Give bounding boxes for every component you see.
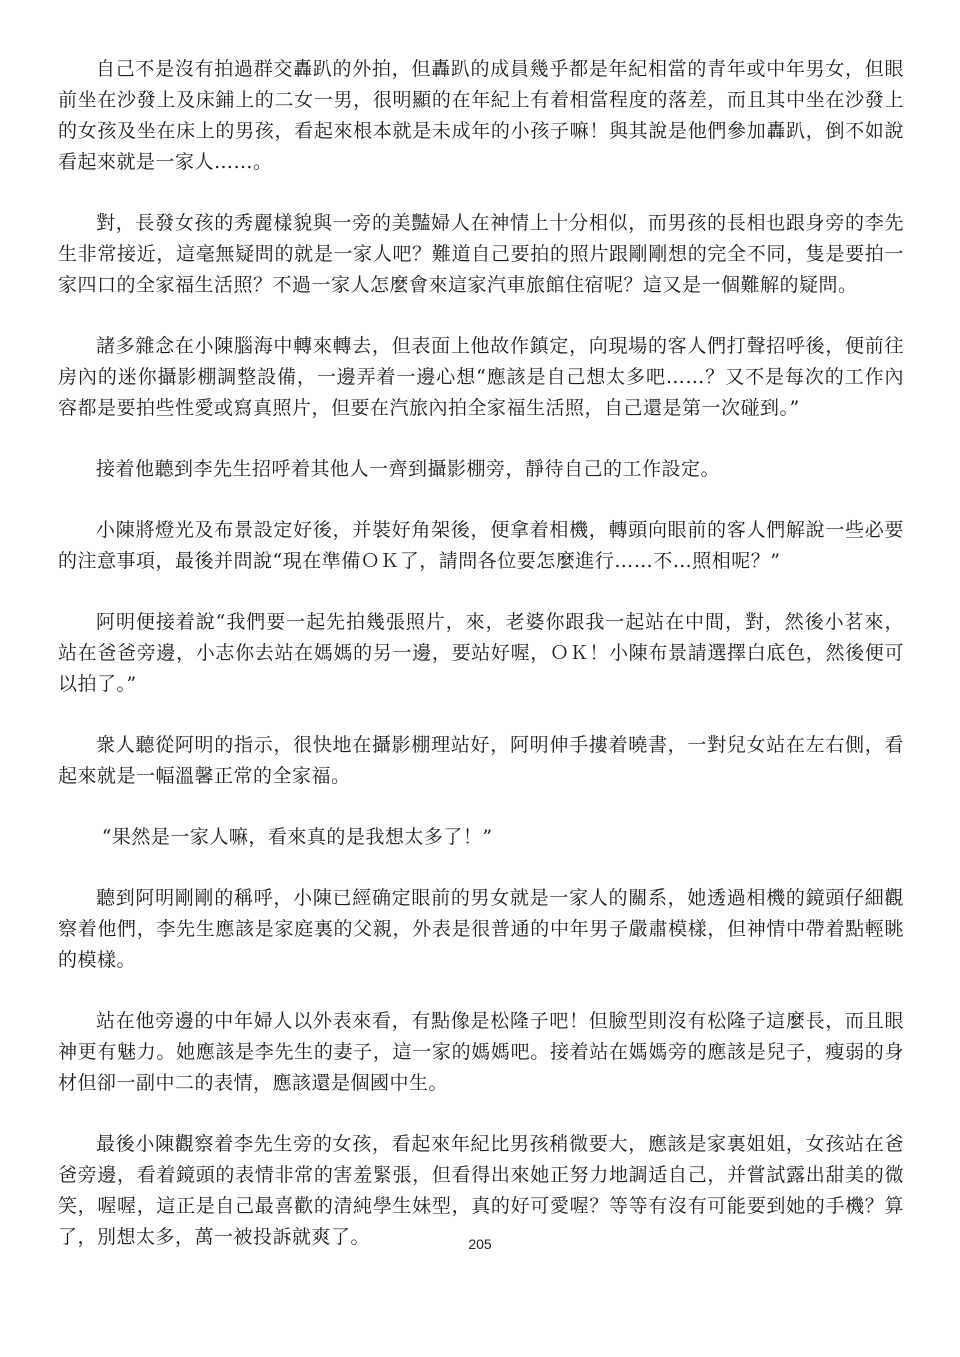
paragraph: 諸多雜念在小陳腦海中轉來轉去，但表面上他故作鎮定，向現場的客人們打聲招呼後，便前往房內的迷你攝影棚調整設備，一邊弄着一邊心想“應該是自己想太多吧……？又不是每次的工作內容都是要拍些性愛或寫真照片，但要在汽旅內拍全家福生活照，自己還是第一次碰到。” [58,335,904,419]
paragraph: 自己不是沒有拍過群交轟趴的外拍，但轟趴的成員幾乎都是年紀相當的青年或中年男女，但眼前坐在沙發上及床鋪上的二女一男，很明顯的在年紀上有着相當程度的落差，而且其中坐在沙發上的女孩及坐在床上的男孩，看起來根本就是未成年的小孩子嘛！與其說是他們參加轟趴，倒不如說看起來就是一家人……。 [58,58,904,173]
paragraph-quote: “果然是一家人嘛，看來真的是我想太多了！” [101,826,493,848]
paragraph: 接着他聽到李先生招呼着其他人一齊到攝影棚旁，靜待自己的工作設定。 [96,458,721,480]
paragraph: 對，長發女孩的秀麗樣貌與一旁的美豔婦人在神情上十分相似，而男孩的長相也跟身旁的李先生非常接近，這毫無疑問的就是一家人吧？難道自己要拍的照片跟剛剛想的完全不同，隻是要拍一家四口的全家福生活照？不過一家人怎麼會來這家汽車旅館住宿呢？這又是一個難解的疑問。 [58,212,904,296]
paragraph: 阿明便接着說“我們要一起先拍幾張照片，來，老婆你跟我一起站在中間，對，然後小茗來，站在爸爸旁邊，小志你去站在媽媽的另一邊，要站好喔，ＯＫ！小陳布景請選擇白底色，然後便可以拍了。” [58,611,904,695]
paragraph: 小陳將燈光及布景設定好後，并裝好角架後，便拿着相機，轉頭向眼前的客人們解說一些必要的注意事項，最後并問說“現在準備ＯＫ了，請問各位要怎麼進行……不…照相呢？” [58,519,904,572]
paragraph: 站在他旁邊的中年婦人以外表來看，有點像是松隆子吧！但臉型則沒有松隆子這麼長，而且眼神更有魅力。她應該是李先生的妻子，這一家的媽媽吧。接着站在媽媽旁的應該是兒子，瘦弱的身材但卻一副中二的表情，應該還是個國中生。 [58,1010,904,1094]
document-body [58,54,904,1283]
paragraph: 衆人聽從阿明的指示，很快地在攝影棚理站好，阿明伸手摟着曉書，一對兒女站在左右側，看起來就是一幅溫馨正常的全家福。 [58,734,904,787]
page-number: 205 [468,1236,492,1252]
paragraph: 最後小陳觀察着李先生旁的女孩，看起來年紀比男孩稍微要大，應該是家裏姐姐，女孩站在爸爸旁邊，看着鏡頭的表情非常的害羞緊張，但看得出來她正努力地調适自己，并嘗試露出甜美的微笑，喔喔，這正是自己最喜歡的清純學生妹型，真的好可愛喔？等等有沒有可能要到她的手機？算了，別想太多，萬一被投訴就爽了。 [58,1133,904,1248]
paragraph: 聽到阿明剛剛的稱呼，小陳已經确定眼前的男女就是一家人的關系，她透過相機的鏡頭仔細觀察着他們，李先生應該是家庭裏的父親，外表是很普通的中年男子嚴肅模樣，但神情中帶着點輕眺的模樣。 [58,887,904,971]
